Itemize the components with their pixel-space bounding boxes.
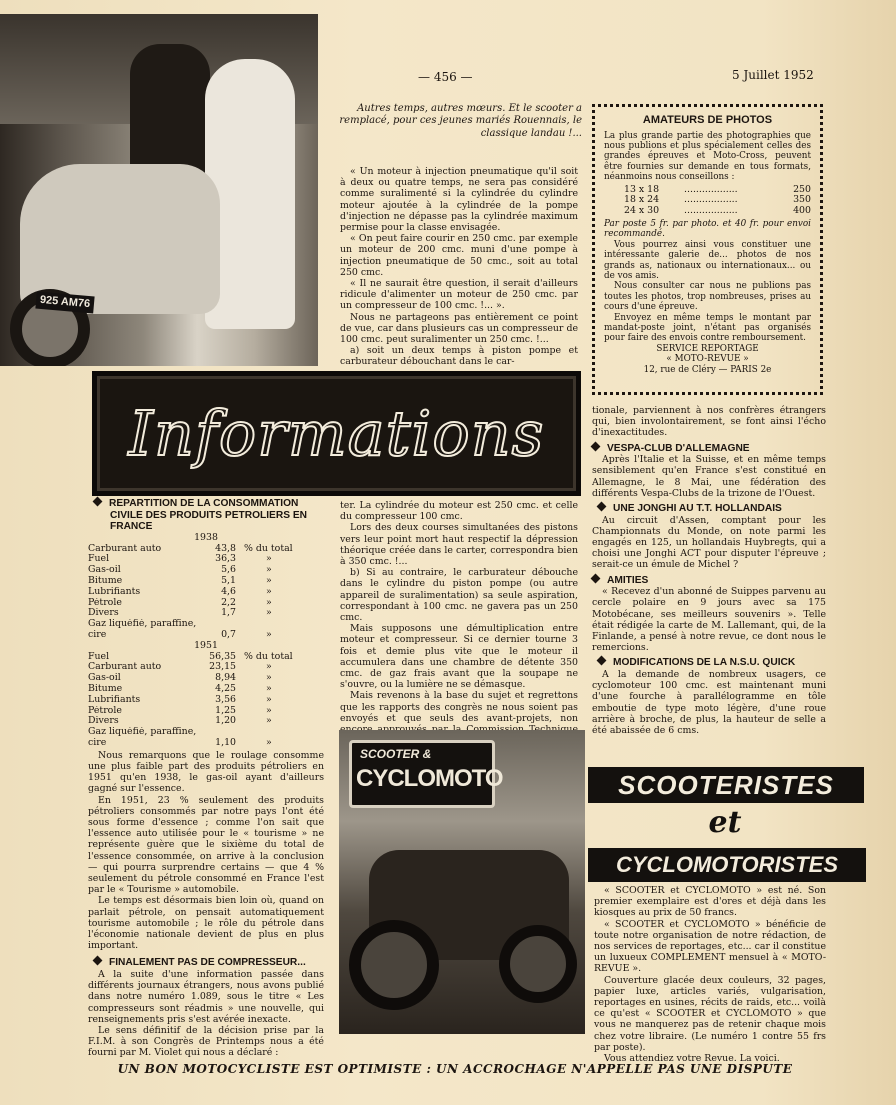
paragraph: Vous attendiez votre Revue. La voici. xyxy=(604,1053,780,1065)
price-list xyxy=(604,183,811,219)
price-row: 18 x 24 .................. 350 xyxy=(624,194,811,206)
table-row: Gaz liquéfié, paraffine, xyxy=(88,619,197,630)
paragraph: « Recevez d'un abonné de Suippes parvenu au cercle polaire en 9 jours avec sa 175 Motobécane, ses meilleurs souvenirs ». Telle était rédigée la carte de M. Lallemant, qui, de la Finlande, a pensé à notre revue, ce dont nous le remercions. xyxy=(592,586,826,654)
table-row: Gas-oil 5,6 » xyxy=(88,564,272,576)
table-row: Bitume 4,25 » xyxy=(88,682,272,694)
box-title: AMATEURS DE PHOTOS xyxy=(642,114,773,126)
table-row: Fuel 56,35 % du total xyxy=(88,650,293,662)
photo-caption: Autres temps, autres mœurs. Et le scooter a remplacé, pour ces jeunes mariés Rouennais, le classique landau !... xyxy=(339,103,582,139)
amities-heading: AMITIES xyxy=(592,575,826,587)
informations-banner xyxy=(92,371,581,496)
paragraph: Couverture glacée deux couleurs, 32 pages, papier luxe, articles variés, vulgarisation, reportages en usines, récits de raids, etc... voilà ce qu'est « SCOOTER et CYCLOMOTO » que vous ne manquerez pas de retenir chaque mois chez votre libraire. (Le numéro 1 contre 55 frs par poste). xyxy=(594,974,826,1053)
paragraph: Envoyez en même temps le montant par mandat-poste joint, n'étant pas organisés pour faire des envois contre remboursement. xyxy=(604,312,811,344)
paragraph: En 1951, 23 % seulement des produits pétroliers consommés par notre pays l'ont été sous forme d'essence ; comme l'on sait que l'essence auto utilisée pour le « tourisme » ne représente guère que le sixième du total de l'essence consommée, on arrive à la conclusion — qui pourra surprendre certains — que 4 % seulement du pétrole consommé en France l'est par le « Tourisme » automobile. xyxy=(88,794,324,896)
page-number: — 456 — xyxy=(418,70,473,84)
issue-date: 5 Juillet 1952 xyxy=(732,68,814,82)
jonghi-heading: UNE JONGHI AU T.T. HOLLANDAIS xyxy=(592,503,826,515)
cyclomoto-logo: SCOOTER & CYCLOMOTO xyxy=(349,740,495,808)
paragraph: Au circuit d'Assen, comptant pour les Championnats du Monde, on note parmi les engagés en 125, un hollandais Huybregts, qui a choisi une Jonghi ACT pour disputer l'épreuve ; serait-ce un émule de Michel ? xyxy=(592,514,826,571)
footer-slogan: UN BON MOTOCYCLISTE EST OPTIMISTE : UN ACCROCHAGE N'APPELLE PAS UNE DISPUTE xyxy=(117,1062,793,1076)
table-row: Divers 1,7 » xyxy=(88,607,272,619)
cyclomoto-cover-photo xyxy=(339,730,585,1034)
consumption-table-1938 xyxy=(88,544,324,641)
table-row: Carburant auto 43,8 % du total xyxy=(88,542,293,554)
table-row: Lubrifiants 4,6 » xyxy=(88,585,272,597)
wedding-scooter-photo xyxy=(0,14,318,366)
postage-note: Par poste 5 fr. par photo. et 40 fr. pour envoi recommandé. xyxy=(604,219,811,240)
table-row: Carburant auto 23,15 » xyxy=(88,661,272,673)
ad-et: et xyxy=(708,805,742,840)
table-row: cire 0,7 » xyxy=(88,628,272,640)
table-row: Pétrole 1,25 » xyxy=(88,704,272,716)
box-signature: SERVICE REPORTAGE « MOTO-REVUE » 12, rue de Cléry — PARIS 2e xyxy=(643,343,772,375)
paragraph: « SCOOTER et CYCLOMOTO » est né. Son premier exemplaire est d'ores et déjà dans les kiosques au prix de 50 francs. xyxy=(594,885,826,919)
paragraph: ter. La cylindrée du moteur est 250 cmc. et celle du compresseur 100 cmc. xyxy=(340,500,578,523)
paragraph: A la demande de nombreux usagers, ce cyclomoteur 100 cmc. est maintenant muni d'une fourche à parallélogramme en tôle emboutie de type moto légère, d'une roue arrière à broche, de plus, la hauteur de selle a été abaissée de 6 cms. xyxy=(592,669,826,737)
paragraph: « On peut faire courir en 250 cmc. par exemple un moteur de 200 cmc. muni d'une pompe à injection pneumatique de 50 cmc., soit au total 250 cmc. xyxy=(340,233,578,278)
table-row: Gaz liquéfié, paraffine, xyxy=(88,727,197,738)
nsu-heading: MODIFICATIONS DE LA N.S.U. QUICK xyxy=(592,657,826,669)
ad-banner-cyclomotoristes: CYCLOMOTORISTES xyxy=(588,848,866,882)
paragraph: Nous remarquons que le roulage consomme une plus faible part des produits pétroliers en 1951 qu'en 1938, le gas-oil ayant d'ailleurs gagné sur l'essence. xyxy=(88,749,324,795)
paragraph: « SCOOTER et CYCLOMOTO » bénéficie de toute notre organisation de notre rédaction, de nos services de reportages, etc... car il constitue un luxueux COMPLEMENT mensuel à « MOTO-REVUE ». xyxy=(594,918,826,975)
center-middle-text xyxy=(340,500,578,746)
paragraph: « Un moteur à injection pneumatique qu'il soit à deux ou quatre temps, ne sera pas considéré comme suralimenté si la cylindrée du cylindre moteur ajoutée à la cylindrée de la pompe d'injection ne dépasse pas la cylindrée maximum permise pour la classe envisagée. xyxy=(340,166,578,234)
table-row: Gas-oil 8,94 » xyxy=(88,672,272,684)
license-plate: 925 AM76 xyxy=(35,292,94,314)
price-row: 24 x 30 .................. 400 xyxy=(624,205,811,217)
table-row: Pétrole 2,2 » xyxy=(88,596,272,608)
table-row: Fuel 36,3 » xyxy=(88,553,272,565)
repartition-heading: REPARTITION DE LA CONSOMMATION CIVILE DES PRODUITS PETROLIERS EN FRANCE xyxy=(88,498,324,533)
table-row: Divers 1,20 » xyxy=(88,715,272,727)
paragraph: Après l'Italie et la Suisse, et en même temps sensiblement qu'en France s'est constitué en Allemagne, le 8 Mai, une fédération des différents Vespa-Clubs de la trizone de l'Ouest. xyxy=(592,454,826,499)
table-row: Bitume 5,1 » xyxy=(88,574,272,586)
paragraph: Mais revenons à la base du sujet et regrettons que les rapports des congrès ne nous soient pas envoyés et que seuls des avant-projets, non xyxy=(340,690,578,724)
ad-banner-scooteristes: SCOOTERISTES xyxy=(588,767,864,803)
price-row: 13 x 18 .................. 250 xyxy=(624,183,811,195)
table-row: cire 1,10 » xyxy=(88,736,272,748)
paragraph: Nous consulter car nous ne publions pas toutes les photos, trop nombreuses, prises au cours d'une épreuve. xyxy=(604,281,811,313)
year-1951: 1951 xyxy=(194,639,218,651)
paragraph: A la suite d'une information passée dans différents journaux étrangers, nous avons publié dans notre numéro 1.089, sous le titre « Les compresseurs sont réadmis » une nouvelle, qui renseignements pris s'est avérée inexacte. xyxy=(88,968,324,1025)
ad-text xyxy=(594,885,826,1064)
consumption-table-1951 xyxy=(88,652,324,749)
year-1938: 1938 xyxy=(194,531,218,543)
vespa-heading: VESPA-CLUB D'ALLEMAGNE xyxy=(592,443,826,455)
paragraph: Vous pourrez ainsi vous constituer une intéressante galerie de... photos de nos grands as, nationaux ou internationaux... ou de vos amis. xyxy=(604,239,811,282)
table-row: Lubrifiants 3,56 » xyxy=(88,693,272,705)
paragraph: « Il ne saurait être question, il serait d'ailleurs ridicule d'alimenter un moteur de 250 cmc. par un compresseur de 100 cmc. !... ». xyxy=(340,278,578,312)
paragraph: Le temps est désormais bien loin où, quand on parlait pétrole, on pensait automatiquement tourisme automobile ; le rôle du pétrole dans l'économie nationale devient de plus en plus important. xyxy=(88,895,324,952)
paragraph: Le sens définitif de la décision prise par la F.I.M. à son Congrès de Printemps nous a été fourni par M. Violet qui nous a déclaré : xyxy=(88,1024,324,1059)
paragraph: a) soit un deux temps à piston pompe et carburateur débouchant dans le car- xyxy=(340,345,578,368)
paragraph: b) Si au contraire, le carburateur débouche dans le cylindre du piston pompe (ou autre appareil de suralimentation) sa seule aspiration, correspondant à 100 cmc. ne gavera pas un 250 cmc. xyxy=(340,567,578,624)
paragraph: Nous ne partageons pas entièrement ce point de vue, car dans plusieurs cas un compresseur de 100 cmc. peut suralimenter un 250 cmc. !... xyxy=(340,311,578,346)
banner-title: Informations xyxy=(128,397,545,470)
box-intro: La plus grande partie des photographies que nous publions et plus spécialement celles des grandes épreuves et Moto-Cross, peuvent être fournies sur demande en tous formats, néanmoins nous conseillons : xyxy=(604,130,811,183)
compresseur-heading: FINALEMENT PAS DE COMPRESSEUR... xyxy=(88,957,324,969)
center-top-text xyxy=(340,166,578,368)
continued-text: tionale, parviennent à nos confrères étrangers qui, bien involontairement, se font ainsi l'écho d'inexactitudes. xyxy=(592,405,826,439)
paragraph: Mais supposons une démultiplication entre moteur et compresseur. Si ce dernier tourne 3 fois et demie plus vite que le moteur il accumulera dans une chambre de détente 350 cmc. de gaz frais avant que la soupape ne s'ouvre, ou la lumière ne se démasque. xyxy=(340,623,578,691)
photo-service-box xyxy=(592,104,823,395)
paragraph: Lors des deux courses simultanées des pistons vers leur point mort haut respectif la dépression théorique créée dans le carter, correspondra bien à 350 cmc. !... xyxy=(340,522,578,568)
